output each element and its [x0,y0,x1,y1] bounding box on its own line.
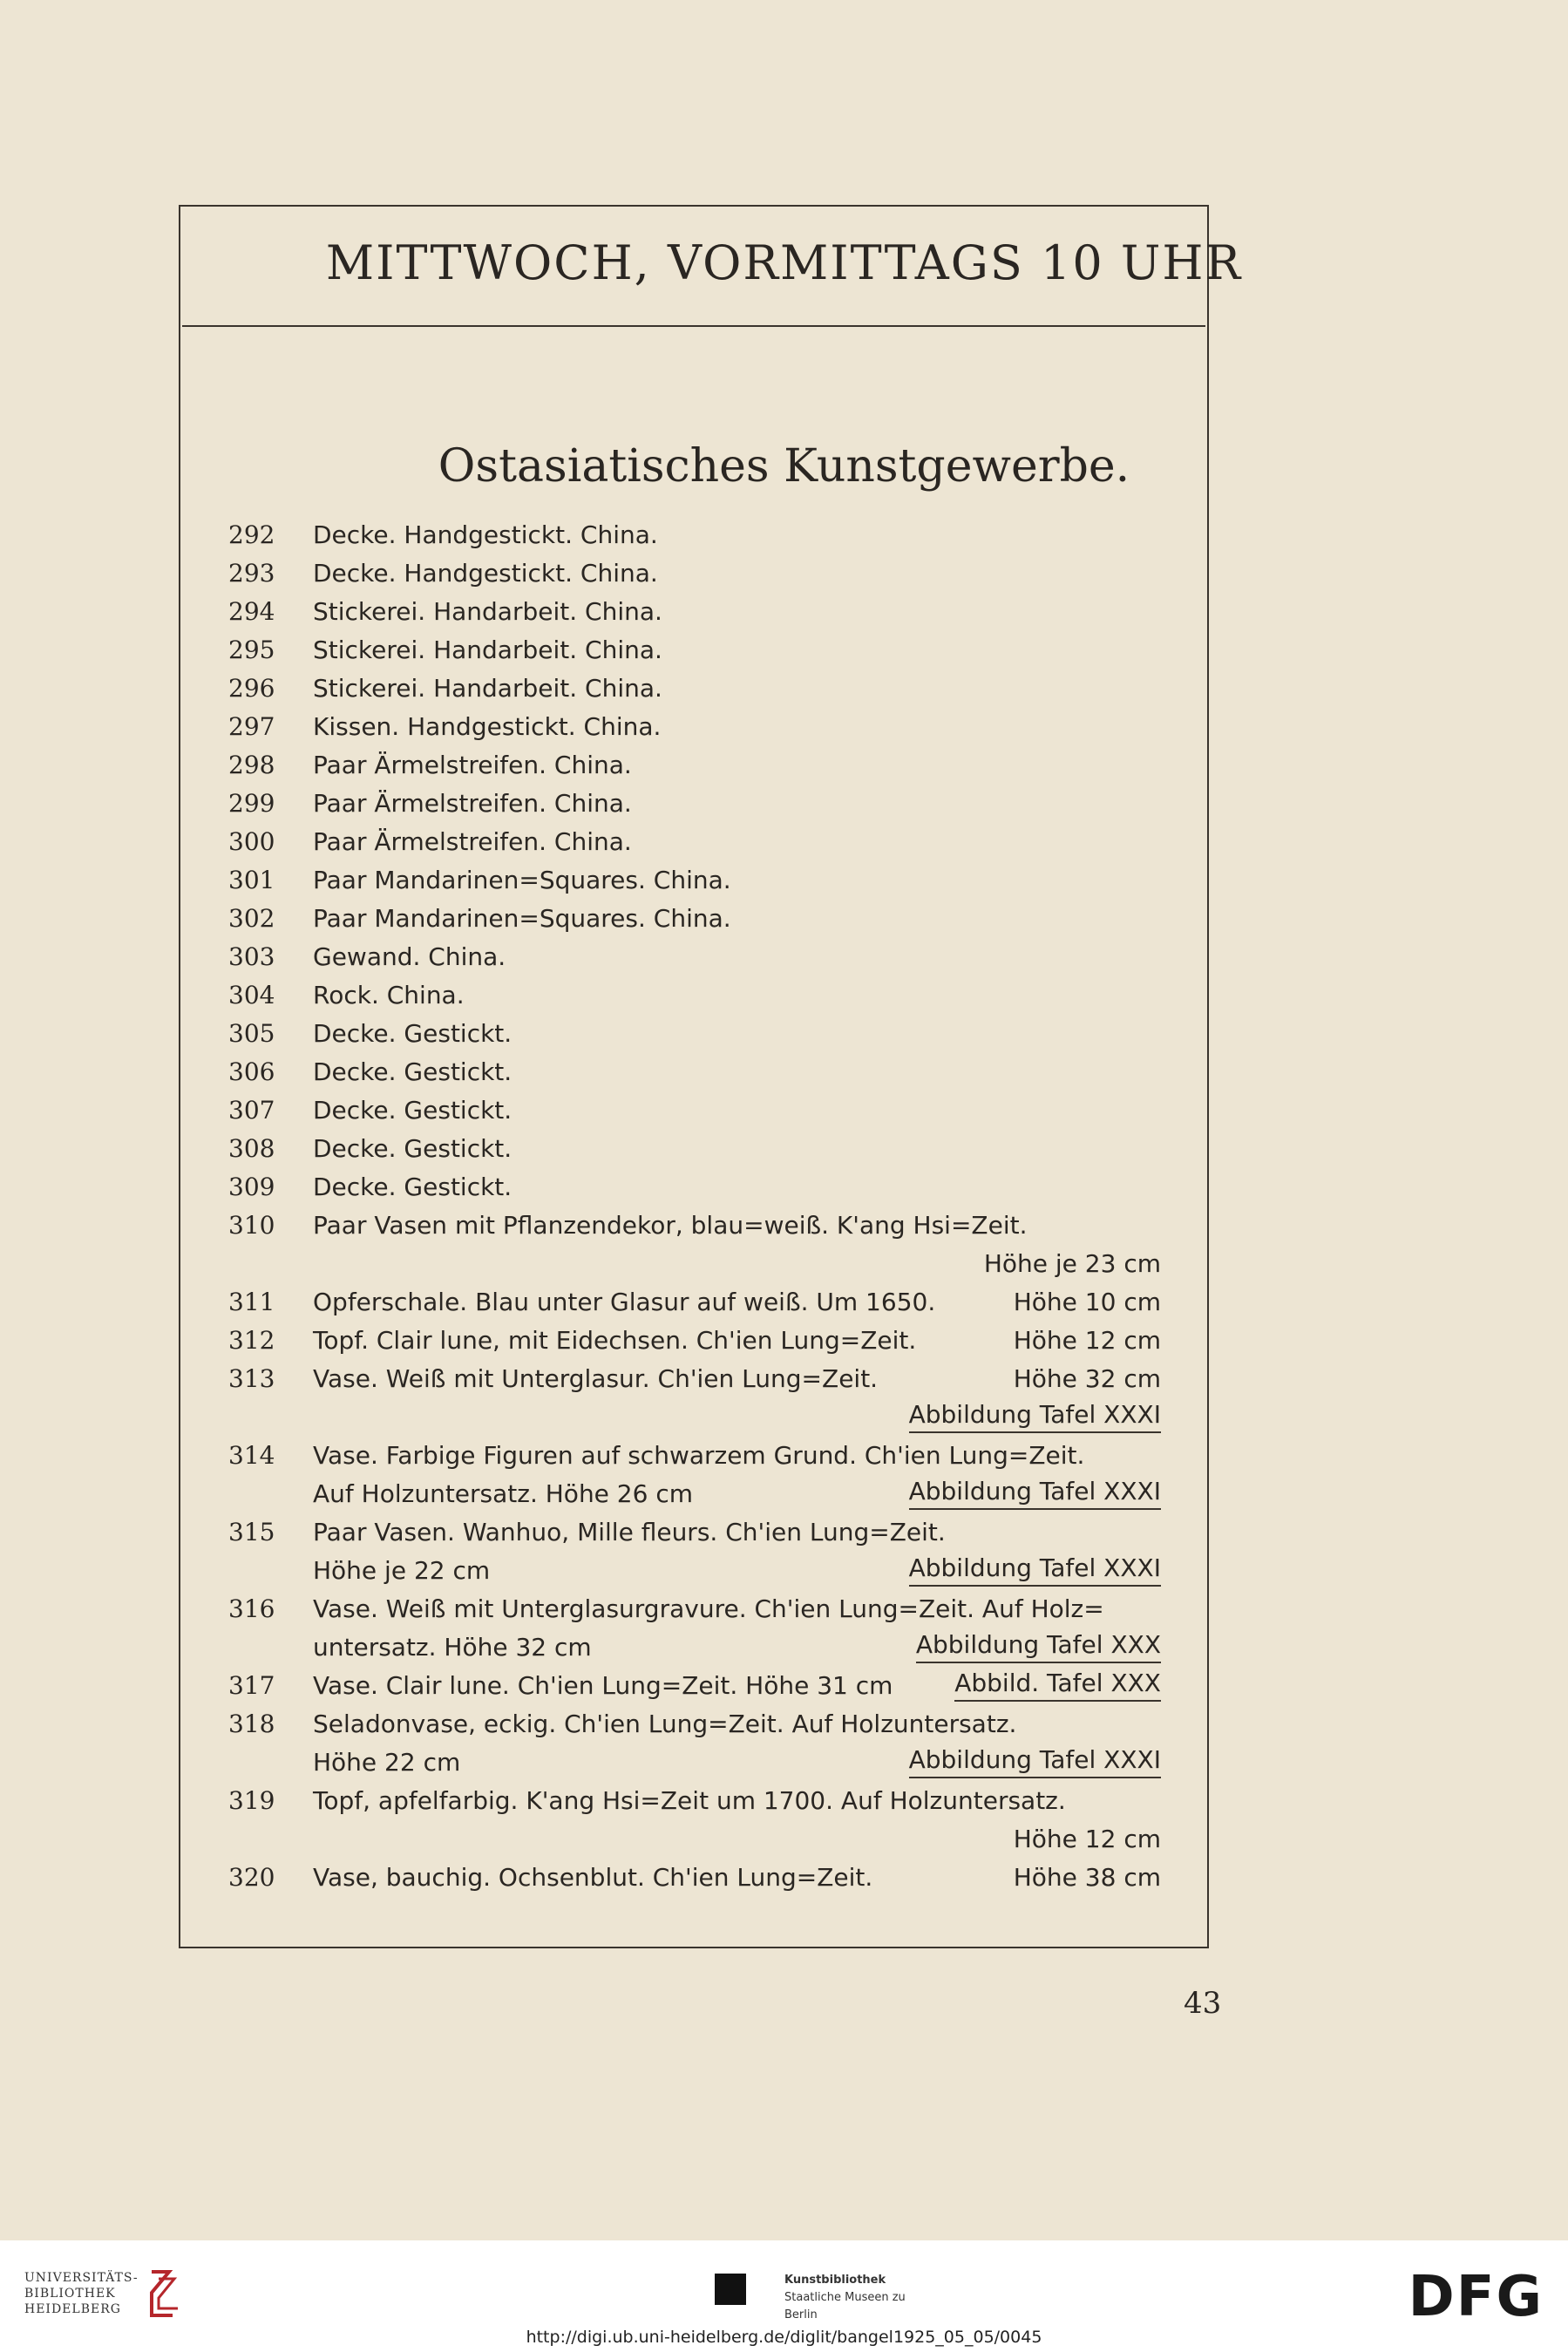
catalog-entry [228,1859,1161,1897]
entry-description: Vase. Farbige Figuren auf schwarzem Grund. Ch'ien Lung=Zeit. [313,1441,1085,1470]
entry-continuation-text: Auf Holzuntersatz. Höhe 26 cm [313,1479,694,1508]
entry-number: 316 [228,1594,275,1623]
entry-number: 292 [228,520,275,549]
catalog-entry-continuation [228,1475,1161,1513]
entry-plate-reference: Abbild. Tafel XXX [954,1667,1161,1702]
uni-line-1: UNIVERSITÄTS- [24,2271,139,2285]
catalog-entry [228,1015,1161,1053]
entry-plate-reference: Abbildung Tafel XXXI [909,1744,1161,1778]
entry-number: 309 [228,1173,275,1201]
entry-number: 318 [228,1710,275,1738]
entry-number: 313 [228,1364,275,1393]
uni-heidelberg-emblem-icon [139,2267,185,2319]
entry-description: Topf. Clair lune, mit Eidechsen. Ch'ien Lung=Zeit. [313,1326,917,1355]
entry-description: Vase. Weiß mit Unterglasur. Ch'ien Lung=Zeit. [313,1364,879,1393]
catalog-entry [228,1437,1161,1475]
entry-description: Decke. Handgestickt. China. [313,520,658,549]
catalog-entry [228,593,1161,631]
catalog-entry [228,861,1161,900]
entry-description: Vase, bauchig. Ochsenblut. Ch'ien Lung=Zeit. [313,1863,873,1892]
entry-description: Stickerei. Handarbeit. China. [313,597,662,626]
catalog-entry [228,1130,1161,1168]
catalog-entry-continuation [228,1245,1161,1283]
entry-number: 307 [228,1096,275,1125]
entry-plate-reference: Abbildung Tafel XXX [916,1628,1161,1663]
entry-description: Paar Ärmelstreifen. China. [313,827,632,856]
entry-number: 319 [228,1786,275,1815]
entry-description: Decke. Gestickt. [313,1173,512,1201]
entry-description: Paar Vasen mit Pflanzendekor, blau=weiß. K'ang Hsi=Zeit. [313,1211,1028,1240]
kb-title: Kunstbibliothek [784,2274,886,2287]
entry-description: Gewand. China. [313,942,506,971]
entry-height: Höhe 38 cm [1013,1863,1161,1892]
catalog-entry [228,1590,1161,1628]
entry-height: Höhe je 23 cm [983,1249,1161,1278]
catalog-entry-continuation [228,1398,1161,1437]
entry-height: Höhe 32 cm [1013,1364,1161,1393]
catalog-entry [228,1322,1161,1360]
uni-line-3: HEIDELBERG [24,2302,121,2316]
entry-number: 301 [228,866,275,894]
catalog-entry [228,1782,1161,1820]
entry-description: Rock. China. [313,981,465,1009]
catalog-entry [228,516,1161,554]
catalog-entry [228,1168,1161,1207]
entry-number: 294 [228,597,275,626]
page-number: 43 [1184,1986,1222,2021]
entry-number: 305 [228,1019,275,1048]
dfg-logo[interactable]: DFG [1408,2265,1544,2329]
entry-list [228,516,1161,1897]
entry-number: 302 [228,904,275,933]
uni-line-2: BIBLIOTHEK [24,2287,116,2301]
entry-description: Topf, apfelfarbig. K'ang Hsi=Zeit um 1700. Auf Holzuntersatz. [313,1786,1066,1815]
catalog-entry [228,1360,1161,1398]
kb-subtitle: Staatliche Museen zu Berlin [784,2291,906,2321]
entry-number: 293 [228,559,275,588]
catalog-entry-continuation [228,1628,1161,1667]
entry-continuation-text: Höhe 22 cm [313,1748,461,1777]
entry-number: 295 [228,636,275,664]
entry-description: Decke. Gestickt. [313,1019,512,1048]
entry-number: 310 [228,1211,275,1240]
catalog-entry [228,746,1161,785]
entry-description: Decke. Gestickt. [313,1134,512,1163]
catalog-entry [228,1705,1161,1744]
entry-number: 300 [228,827,275,856]
catalog-entry [228,554,1161,593]
catalog-entry [228,1091,1161,1130]
catalog-entry [228,1207,1161,1245]
catalog-entry [228,785,1161,823]
uni-heidelberg-logo-text[interactable] [24,2270,139,2317]
entry-number: 311 [228,1288,275,1316]
entry-continuation-text: untersatz. Höhe 32 cm [313,1633,592,1662]
catalog-entry [228,1667,1161,1705]
entry-height: Höhe 10 cm [1013,1288,1161,1316]
entry-description: Paar Ärmelstreifen. China. [313,789,632,818]
entry-description: Vase. Weiß mit Unterglasurgravure. Ch'ien Lung=Zeit. Auf Holz= [313,1594,1104,1623]
entry-number: 304 [228,981,275,1009]
entry-height: Höhe 12 cm [1013,1326,1161,1355]
catalog-entry [228,631,1161,670]
section-title: Ostasiatisches Kunstgewerbe. [438,440,1130,493]
entry-number: 315 [228,1518,275,1546]
kunstbibliothek-square-icon [715,2274,746,2305]
entry-description: Vase. Clair lune. Ch'ien Lung=Zeit. Höhe 31 cm [313,1671,893,1700]
entry-description: Decke. Gestickt. [313,1057,512,1086]
entry-number: 297 [228,712,275,741]
entry-number: 299 [228,789,275,818]
catalog-entry [228,900,1161,938]
catalog-entry [228,708,1161,746]
footer-bar [0,2240,1568,2352]
entry-number: 317 [228,1671,275,1700]
entry-number: 314 [228,1441,275,1470]
entry-description: Kissen. Handgestickt. China. [313,712,662,741]
catalog-entry [228,1513,1161,1552]
entry-plate-reference: Abbildung Tafel XXXI [909,1475,1161,1510]
entry-number: 312 [228,1326,275,1355]
entry-height: Höhe 12 cm [1013,1825,1161,1853]
catalog-entry [228,670,1161,708]
catalog-entry-continuation [228,1820,1161,1859]
catalog-entry [228,976,1161,1015]
entry-description: Paar Ärmelstreifen. China. [313,751,632,779]
entry-number: 308 [228,1134,275,1163]
entry-description: Stickerei. Handarbeit. China. [313,674,662,703]
entry-number: 296 [228,674,275,703]
catalog-entry [228,1283,1161,1322]
catalog-entry [228,1053,1161,1091]
catalog-entry-continuation [228,1552,1161,1590]
catalog-entry [228,938,1161,976]
entry-description: Paar Vasen. Wanhuo, Mille fleurs. Ch'ien Lung=Zeit. [313,1518,946,1546]
catalog-entry-continuation [228,1744,1161,1782]
catalog-entry [228,823,1161,861]
entry-description: Paar Mandarinen=Squares. China. [313,904,731,933]
entry-number: 306 [228,1057,275,1086]
entry-description: Stickerei. Handarbeit. China. [313,636,662,664]
entry-continuation-text: Höhe je 22 cm [313,1556,491,1585]
kunstbibliothek-logo[interactable] [715,2267,941,2319]
entry-number: 298 [228,751,275,779]
entry-description: Seladonvase, eckig. Ch'ien Lung=Zeit. Auf Holzuntersatz. [313,1710,1017,1738]
entry-description: Paar Mandarinen=Squares. China. [313,866,731,894]
entry-plate-reference: Abbildung Tafel XXXI [909,1552,1161,1587]
page-heading: MITTWOCH, VORMITTAGS 10 UHR [325,235,1243,290]
entry-description: Opferschale. Blau unter Glasur auf weiß. Um 1650. [313,1288,936,1316]
entry-plate-reference: Abbildung Tafel XXXI [909,1398,1161,1433]
entry-number: 320 [228,1863,275,1892]
heading-rule [182,325,1205,327]
entry-description: Decke. Gestickt. [313,1096,512,1125]
source-url-link[interactable]: http://digi.ub.uni-heidelberg.de/diglit/bangel1925_05_05/0045 [526,2328,1042,2347]
entry-description: Decke. Handgestickt. China. [313,559,658,588]
entry-number: 303 [228,942,275,971]
